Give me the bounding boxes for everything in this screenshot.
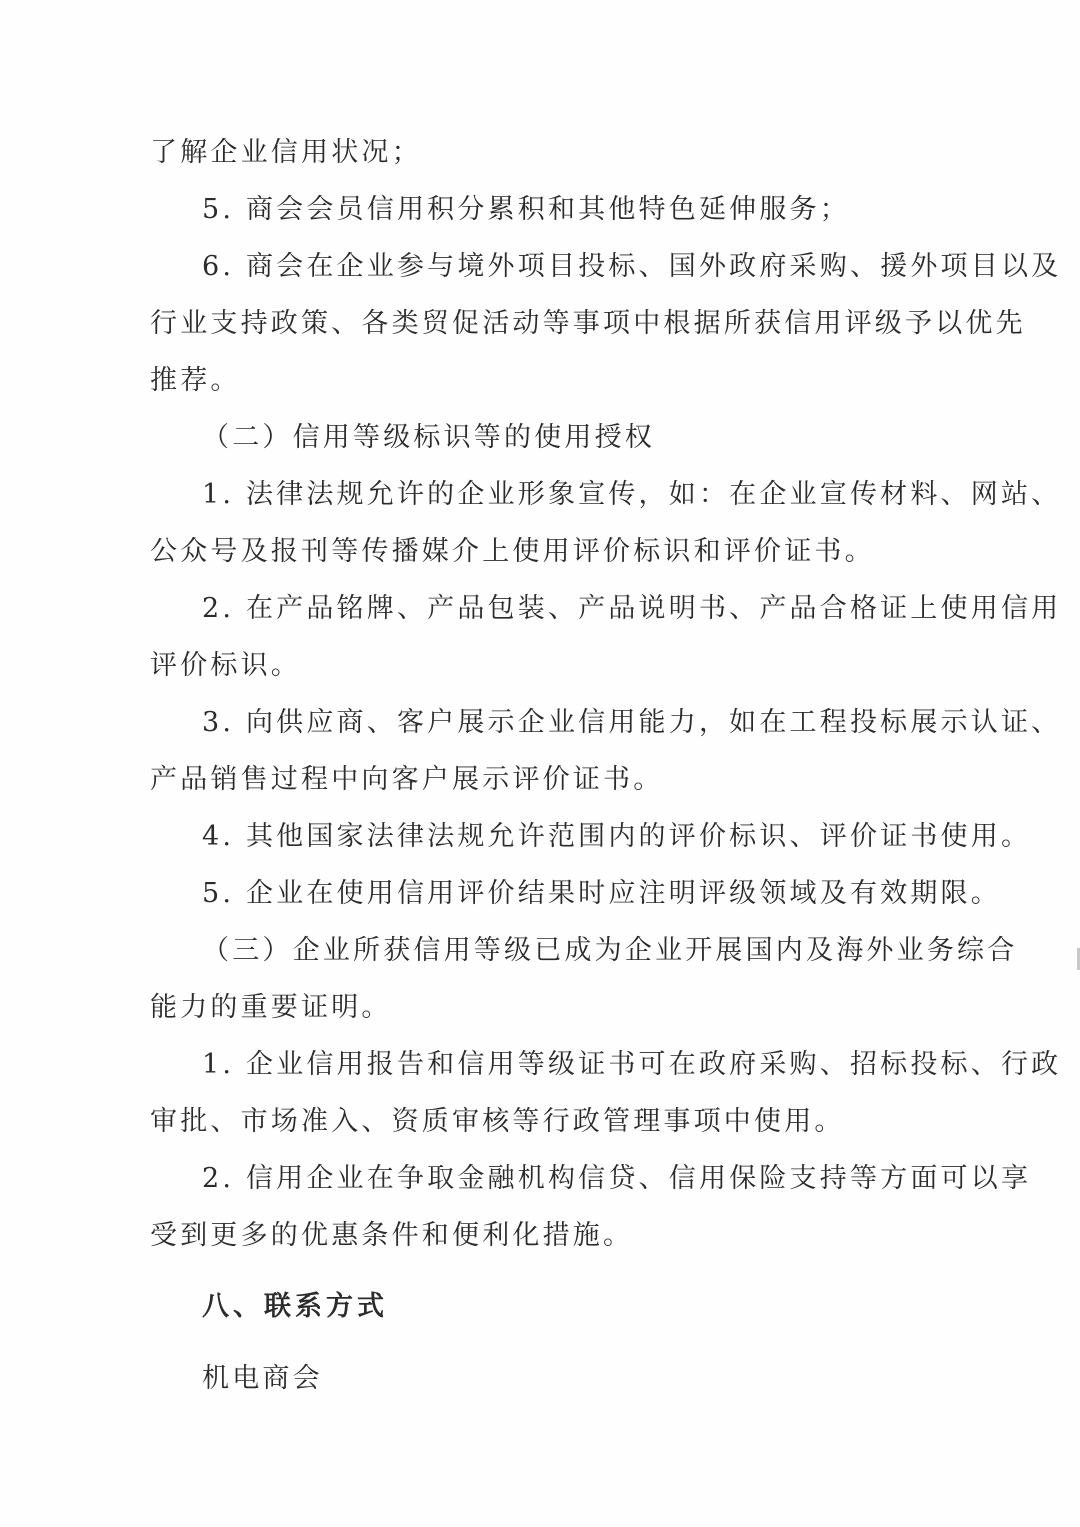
contact-organization: 机电商会 (202, 1363, 323, 1394)
paragraph-line: 了解企业信用状况； (150, 137, 422, 168)
paragraph-line: 审批、市场准入、资质审核等行政管理事项中使用。 (150, 1106, 845, 1137)
paragraph-line: 6. 商会在企业参与境外项目投标、国外政府采购、援外项目以及 (202, 251, 1062, 282)
paragraph-line: 受到更多的优惠条件和便利化措施。 (150, 1220, 634, 1251)
paragraph-line: 5. 企业在使用信用评价结果时应注明评级领域及有效期限。 (202, 878, 1001, 909)
paragraph-line: 2. 在产品铭牌、产品包装、产品说明书、产品合格证上使用信用 (202, 593, 1062, 624)
paragraph-line: 能力的重要证明。 (150, 992, 392, 1023)
paragraph-line: 5. 商会会员信用积分累积和其他特色延伸服务； (202, 194, 850, 225)
paragraph-line: 公众号及报刊等传播媒介上使用评价标识和评价证书。 (150, 536, 875, 567)
subsection-title: （二）信用等级标识等的使用授权 (202, 422, 655, 453)
section-heading: 八、联系方式 (202, 1291, 388, 1322)
paragraph-line: 4. 其他国家法律法规允许范围内的评价标识、评价证书使用。 (202, 821, 1032, 852)
paragraph-line: 1. 企业信用报告和信用等级证书可在政府采购、招标投标、行政 (202, 1049, 1062, 1080)
paragraph-line: 3. 向供应商、客户展示企业信用能力，如在工程投标展示认证、 (202, 707, 1062, 738)
paragraph-line: 1. 法律法规允许的企业形象宣传，如：在企业宣传材料、网站、 (202, 479, 1062, 510)
subsection-title: （三）企业所获信用等级已成为企业开展国内及海外业务综合 (202, 935, 1018, 966)
paragraph-line: 推荐。 (150, 365, 241, 396)
paragraph-line: 产品销售过程中向客户展示评价证书。 (150, 764, 664, 795)
paragraph-line: 行业支持政策、各类贸促活动等事项中根据所获信用评级予以优先 (150, 308, 1026, 339)
paragraph-line: 2. 信用企业在争取金融机构信贷、信用保险支持等方面可以享 (202, 1163, 1032, 1194)
paragraph-line: 评价标识。 (150, 650, 301, 681)
